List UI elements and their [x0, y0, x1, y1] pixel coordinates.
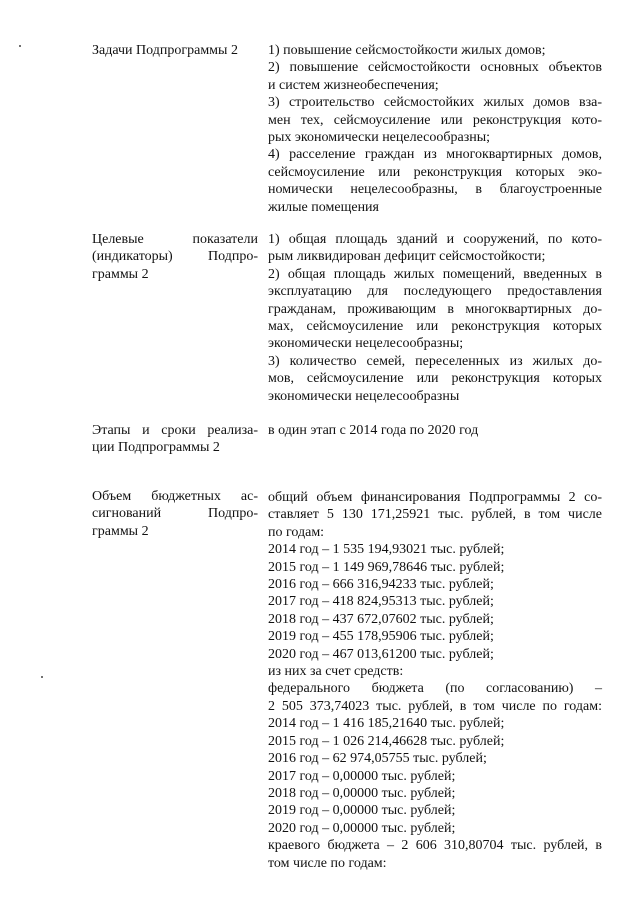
value-line: 2017 год – 0,00000 тыс. рублей; — [268, 768, 456, 784]
value-line: рых экономически нецелесообразны; — [268, 130, 491, 146]
scan-speck — [41, 676, 43, 678]
row-label — [92, 422, 258, 457]
value-line: 2014 год – 1 416 185,21640 тыс. рублей; — [268, 716, 505, 732]
value-line: 2016 год – 62 974,05755 тыс. рублей; — [268, 751, 487, 767]
value-line: 3) количество семей, переселенных из жилых до- — [268, 353, 602, 369]
value-line: жилые помещения — [268, 199, 379, 215]
value-line: федерального бюджета (по согласованию) – — [268, 681, 602, 697]
label-line: Задачи Подпрограммы 2 — [92, 43, 238, 58]
value-line: и систем жизнеобеспечения; — [268, 77, 439, 93]
value-line: из них за счет средств: — [268, 664, 404, 680]
row-value — [268, 489, 602, 872]
label-line: сигнований Подпро- — [92, 506, 258, 522]
label-line: Целевые показатели — [92, 232, 258, 247]
row-label — [92, 231, 258, 283]
value-line: 2) общая площадь жилых помещений, введенных в — [268, 266, 602, 282]
label-line: (индикаторы) Подпро- — [92, 249, 258, 265]
value-line: эксплуатацию для последующего предоставления — [268, 284, 602, 300]
value-line: 2020 год – 0,00000 тыс. рублей; — [268, 820, 456, 836]
label-line: граммы 2 — [92, 266, 149, 282]
value-line: 3) строительство сейсмостойких жилых домов вза- — [268, 95, 602, 111]
row-label — [92, 488, 258, 540]
value-line: мах, сейсмоусиление или реконструкция которых — [268, 319, 602, 335]
value-line: в один этап с 2014 года по 2020 год — [268, 423, 479, 438]
value-line: 2015 год – 1 026 214,46628 тыс. рублей; — [268, 733, 505, 749]
value-line: 2014 год – 1 535 194,93021 тыс. рублей; — [268, 542, 505, 558]
value-line: 2015 год – 1 149 969,78646 тыс. рублей; — [268, 559, 505, 575]
scan-speck — [19, 45, 21, 47]
value-line: 2 505 373,74023 тыс. рублей, в том числе по годам: — [268, 698, 602, 714]
value-line: том числе по годам: — [268, 855, 387, 871]
label-line: граммы 2 — [92, 523, 149, 539]
value-line: сейсмоусиление или реконструкция которых эко- — [268, 164, 602, 180]
value-line: 2020 год – 467 013,61200 тыс. рублей; — [268, 646, 494, 662]
value-line: 1) общая площадь зданий и сооружений, по кото- — [268, 232, 602, 247]
value-line: 2) повышение сейсмостойкости основных объектов — [268, 60, 602, 76]
value-line: 2019 год – 0,00000 тыс. рублей; — [268, 803, 456, 819]
value-line: 2016 год – 666 316,94233 тыс. рублей; — [268, 577, 494, 593]
value-line: номически нецелесообразны, в благоустроенные — [268, 182, 602, 198]
row-value — [268, 42, 602, 216]
row-value — [268, 422, 602, 439]
value-line: ставляет 5 130 171,25921 тыс. рублей, в том числе — [268, 507, 602, 523]
value-line: мен тех, сейсмоусиление или реконструкция кото- — [268, 112, 602, 128]
row-label — [92, 42, 258, 59]
value-line: мов, сейсмоусиление или реконструкция которых — [268, 371, 602, 387]
label-line: Этапы и сроки реализа- — [92, 423, 258, 438]
value-line: 2018 год – 437 672,07602 тыс. рублей; — [268, 611, 494, 627]
value-line: 4) расселение граждан из многоквартирных домов, — [268, 147, 602, 163]
label-line: Объем бюджетных ас- — [92, 489, 258, 504]
value-line: 2018 год – 0,00000 тыс. рублей; — [268, 785, 456, 801]
value-line: по годам: — [268, 524, 325, 540]
label-line: ции Подпрограммы 2 — [92, 440, 220, 456]
value-line: гражданам, проживающим в многоквартирных до- — [268, 301, 602, 317]
value-line: общий объем финансирования Подпрограммы 2 со- — [268, 490, 602, 505]
value-line: 2019 год – 455 178,95906 тыс. рублей; — [268, 629, 494, 645]
value-line: рым ликвидирован дефицит сейсмостойкости; — [268, 249, 546, 265]
value-line: краевого бюджета – 2 606 310,80704 тыс. рублей, в — [268, 838, 602, 854]
value-line: экономически нецелесообразны — [268, 388, 460, 404]
value-line: экономически нецелесообразны; — [268, 336, 464, 352]
row-value — [268, 231, 602, 405]
value-line: 1) повышение сейсмостойкости жилых домов; — [268, 43, 546, 58]
value-line: 2017 год – 418 824,95313 тыс. рублей; — [268, 594, 494, 610]
